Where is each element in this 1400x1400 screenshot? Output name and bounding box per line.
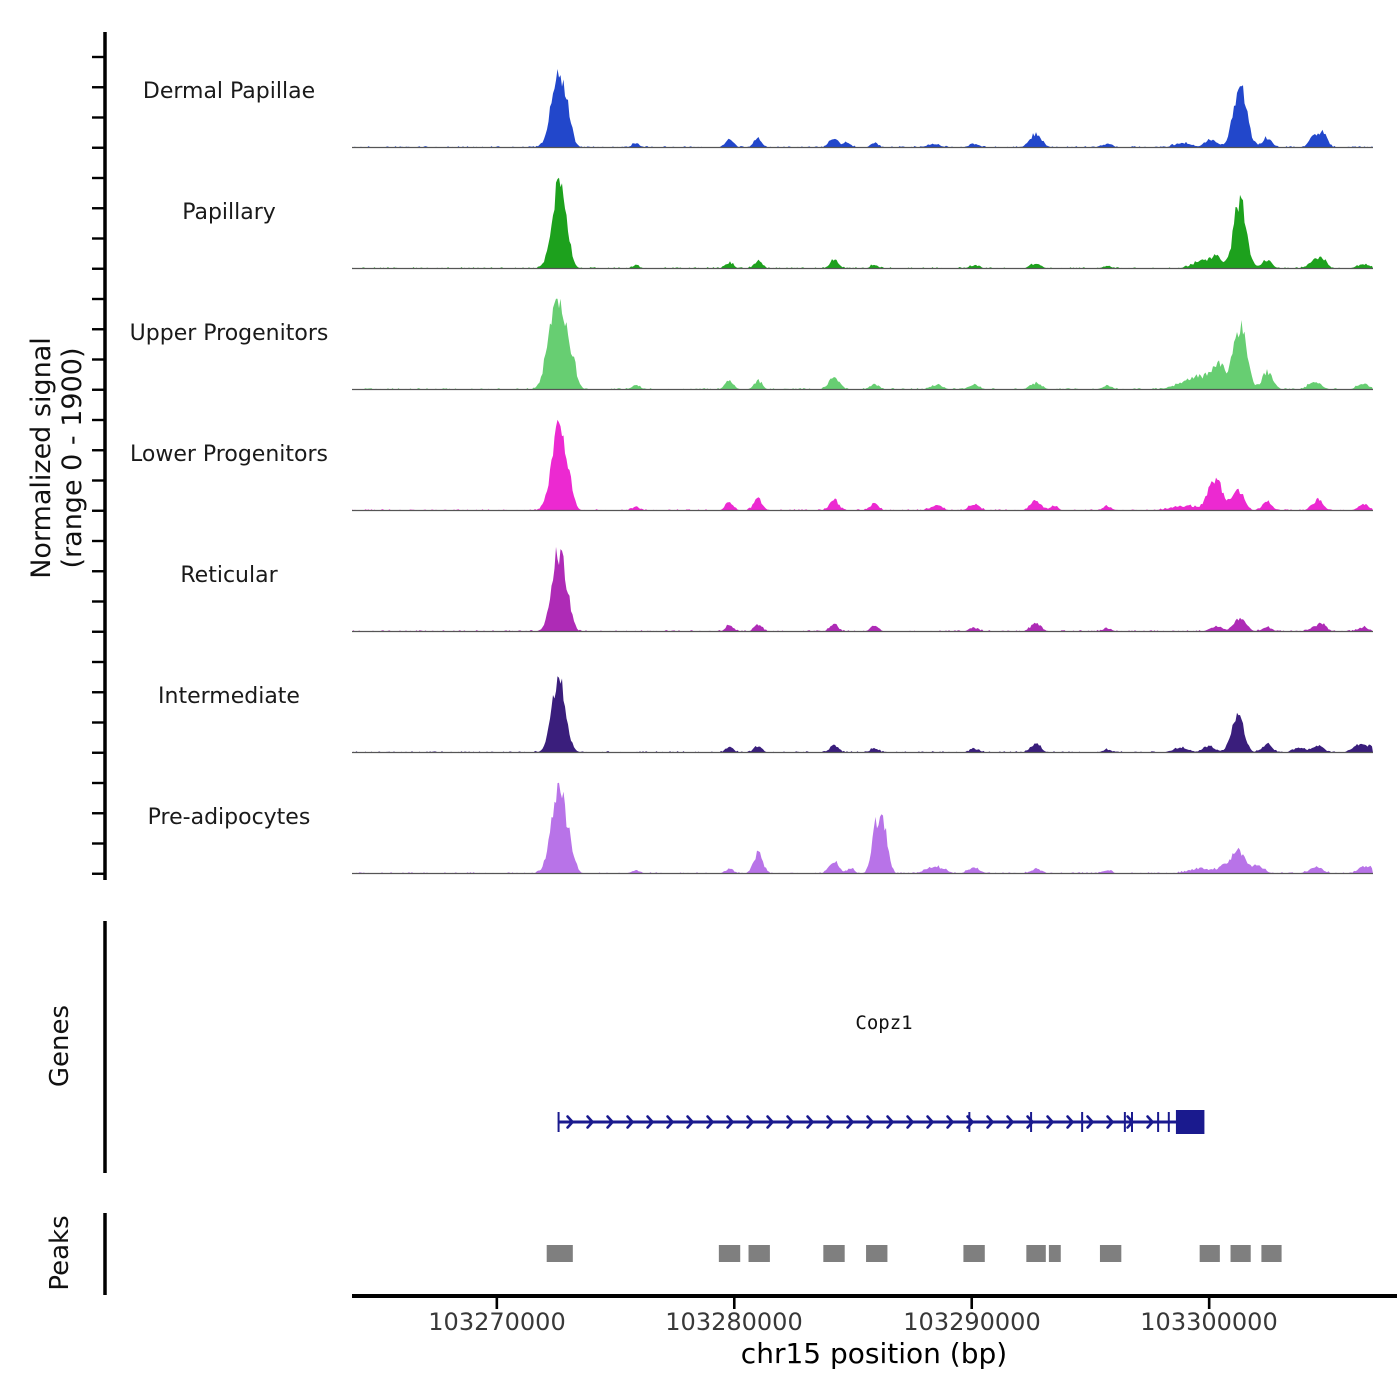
peaks-section-label: Peaks xyxy=(45,1215,75,1291)
x-tick-label-0: 103270000 xyxy=(428,1308,566,1336)
track-label-intermediate: Intermediate xyxy=(158,684,300,709)
track-label-papillary: Papillary xyxy=(182,200,276,225)
track-label-dermal-papillae: Dermal Papillae xyxy=(142,79,316,104)
track-label-lower-progenitors: Lower Progenitors xyxy=(130,442,328,467)
track-label-reticular: Reticular xyxy=(180,563,278,588)
gene-name-label: Copz1 xyxy=(855,1012,913,1034)
x-tick-label-3: 103300000 xyxy=(1140,1308,1278,1336)
y-axis-label-line2: (range 0 - 1900) xyxy=(57,347,88,569)
x-axis-title: chr15 position (bp) xyxy=(740,1337,1008,1370)
y-axis-label-line1: Normalized signal xyxy=(26,337,57,579)
x-tick-label-1: 103280000 xyxy=(665,1308,803,1336)
track-label-pre-adipocytes: Pre-adipocytes xyxy=(147,805,311,830)
x-tick-label-2: 103290000 xyxy=(903,1308,1041,1336)
y-axis-label xyxy=(26,158,90,758)
genes-section-label: Genes xyxy=(45,1004,75,1088)
track-label-upper-progenitors: Upper Progenitors xyxy=(129,321,329,346)
